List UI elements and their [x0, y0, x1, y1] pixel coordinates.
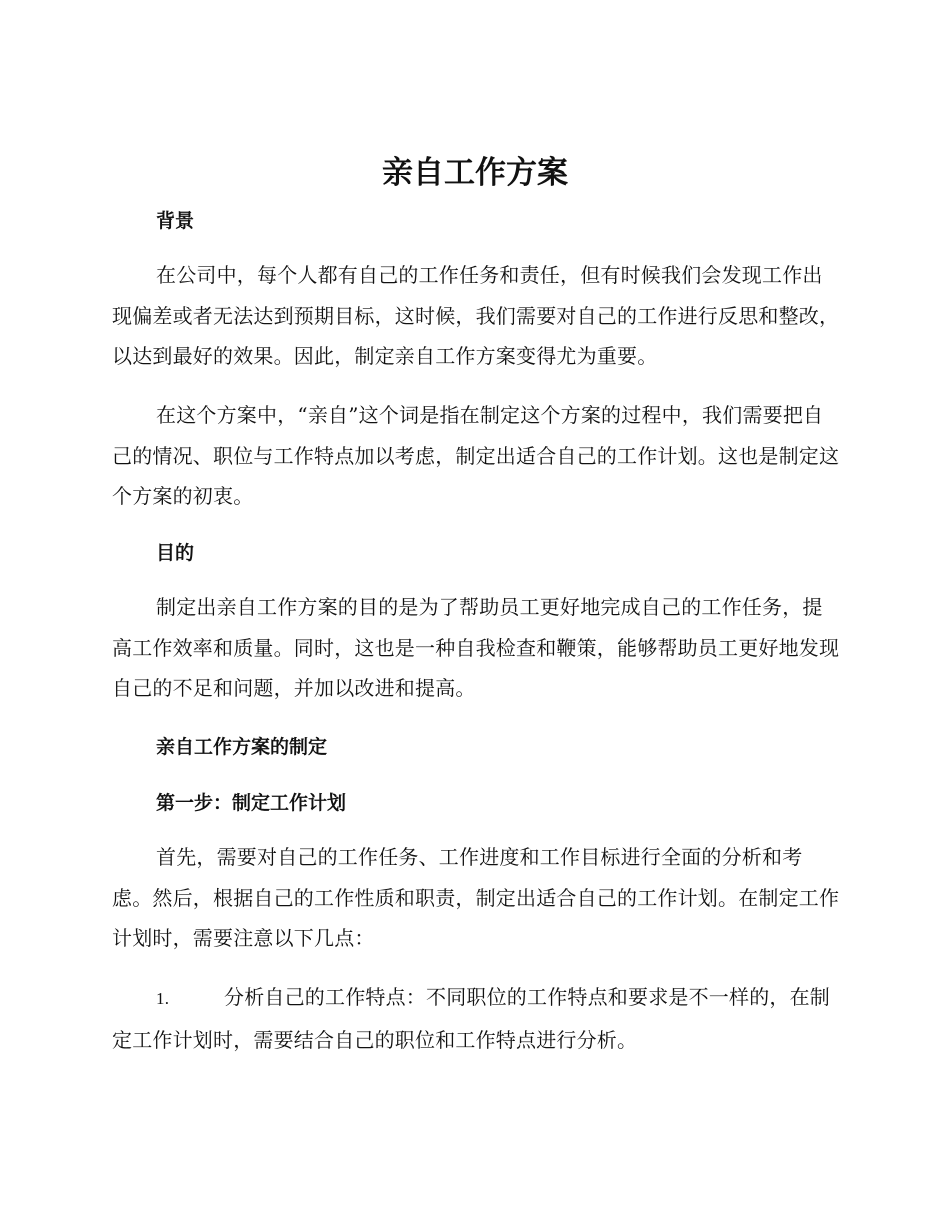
section-heading-background: 背景 [156, 210, 195, 232]
section-heading-purpose: 目的 [156, 542, 195, 564]
document-title: 亲自工作方案 [382, 155, 568, 191]
paragraph-purpose-1: 制定出亲自工作方案的目的是为了帮助员工更好地完成自己的工作任务，提高工作效率和质量。同时，这也是一种自我检查和鞭策，能够帮助员工更好地发现自己的不足和问题，并加以改进和提高。 [112, 595, 840, 700]
paragraph-background-2: 在这个方案中，“亲自”这个词是指在制定这个方案的过程中，我们需要把自己的情况、职位与工作特点加以考虑，制定出适合自己的工作计划。这也是制定这个方案的初衷。 [112, 403, 840, 508]
list-item-number: 1. [156, 989, 170, 1008]
paragraph-step1-1: 首先，需要对自己的工作任务、工作进度和工作目标进行全面的分析和考虑。然后，根据自己的工作性质和职责，制定出适合自己的工作计划。在制定工作计划时，需要注意以下几点： [112, 845, 840, 950]
list-item-text: 分析自己的工作特点：不同职位的工作特点和要求是不一样的，在制定工作计划时，需要结合自己的职位和工作特点进行分析。 [112, 985, 830, 1052]
paragraph-background-1: 在公司中，每个人都有自己的工作任务和责任，但有时候我们会发现工作出现偏差或者无法达到预期目标，这时候，我们需要对自己的工作进行反思和整改，以达到最好的效果。因此，制定亲自工作方案变得尤为重要。 [112, 263, 840, 368]
section-heading-step1: 第一步：制定工作计划 [156, 792, 347, 814]
list-item [112, 977, 840, 1060]
section-heading-making: 亲自工作方案的制定 [156, 736, 328, 758]
